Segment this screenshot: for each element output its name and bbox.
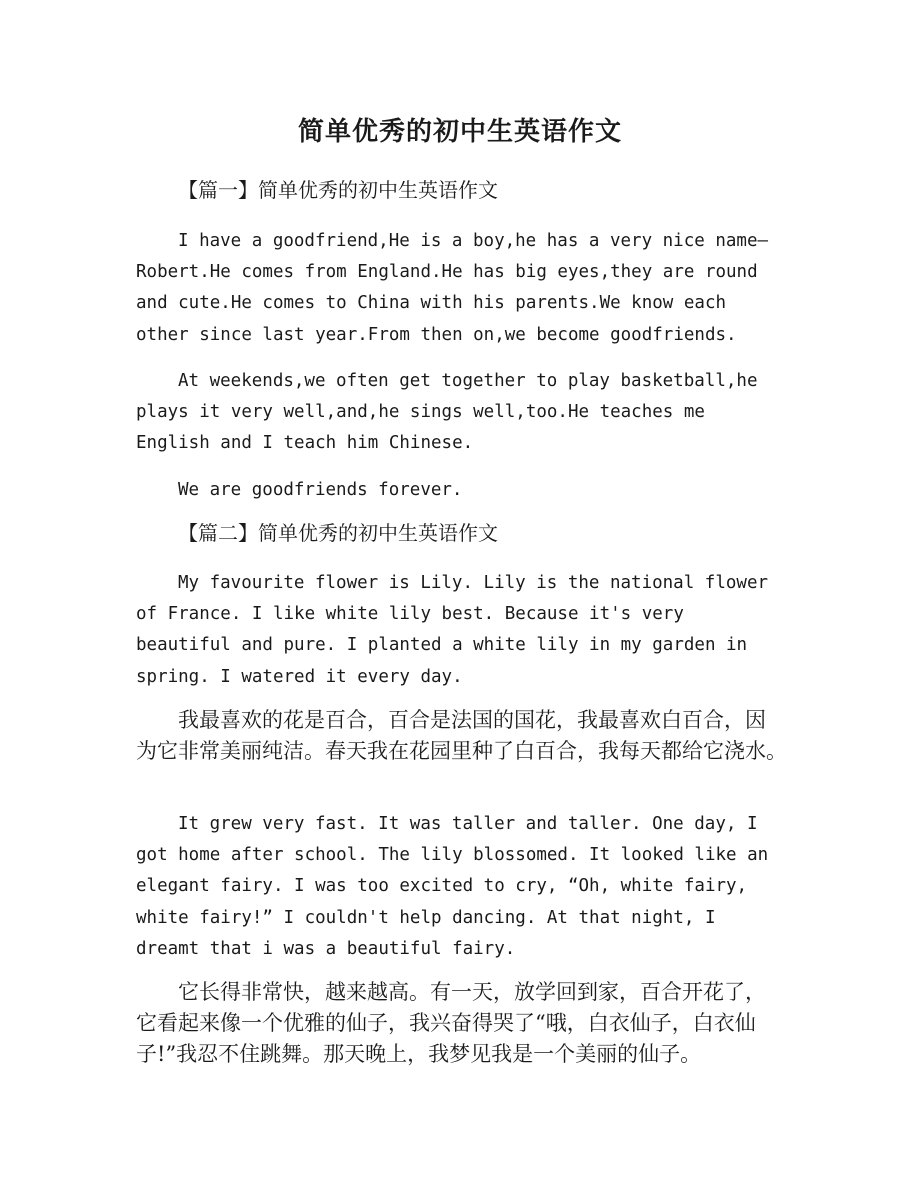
paragraph-s1-p3: [136, 475, 796, 506]
text-line: 子!”我忍不住跳舞。那天晚上，我梦见我是一个美丽的仙子。: [136, 1042, 702, 1066]
text-line: I have a goodfriend,He is a boy,he has a very nice name—: [178, 231, 769, 251]
text-line: beautiful and pure. I planted a white lily in my garden in: [136, 635, 748, 656]
text-line: dreamt that i was a beautiful fairy.: [136, 938, 516, 959]
text-line: It grew very fast. It was taller and taller. One day, I: [178, 814, 758, 834]
text-line: elegant fairy. I was too excited to cry, “Oh, white fairy,: [136, 876, 748, 897]
section-heading-2: 【篇二】简单优秀的初中生英语作文: [178, 521, 498, 545]
paragraph-s2-p1-chinese: [136, 705, 796, 767]
paragraph-s2-p2: [136, 809, 796, 965]
text-line: 它长得非常快，越来越高。有一天，放学回到家，百合开花了，: [178, 980, 766, 1004]
document-title: 简单优秀的初中生英语作文: [297, 117, 622, 147]
text-line: and cute.He comes to China with his parents.We know each: [136, 293, 727, 314]
text-line: We are goodfriends forever.: [178, 480, 463, 500]
paragraph-s1-p1: [136, 226, 796, 351]
text-line: 它看起来像一个优雅的仙子，我兴奋得哭了“哦，白衣仙子，白衣仙: [136, 1011, 756, 1035]
text-line: My favourite flower is Lily. Lily is the national flower: [178, 573, 769, 593]
paragraph-s2-p1: [136, 568, 796, 693]
text-line: plays it very well,and,he sings well,too.He teaches me: [136, 402, 705, 423]
text-line: 我最喜欢的花是百合，百合是法国的国花，我最喜欢白百合，因: [178, 708, 766, 732]
text-line: 为它非常美丽纯洁。春天我在花园里种了白百合，我每天都给它浇水。: [136, 739, 787, 763]
paragraph-s2-p2-chinese: [136, 977, 796, 1070]
text-line: got home after school. The lily blossomed. It looked like an: [136, 845, 769, 866]
text-line: other since last year.From then on,we become goodfriends.: [136, 324, 737, 345]
text-line: of France. I like white lily best. Because it's very: [136, 604, 684, 625]
text-line: English and I teach him Chinese.: [136, 433, 474, 454]
text-line: spring. I watered it every day.: [136, 666, 463, 687]
text-line: white fairy!” I couldn't help dancing. At that night, I: [136, 907, 716, 928]
text-line: At weekends,we often get together to play basketball,he: [178, 371, 758, 391]
text-line: Robert.He comes from England.He has big eyes,they are round: [136, 262, 758, 283]
section-heading-1: 【篇一】简单优秀的初中生英语作文: [178, 178, 498, 202]
paragraph-s1-p2: [136, 366, 796, 460]
